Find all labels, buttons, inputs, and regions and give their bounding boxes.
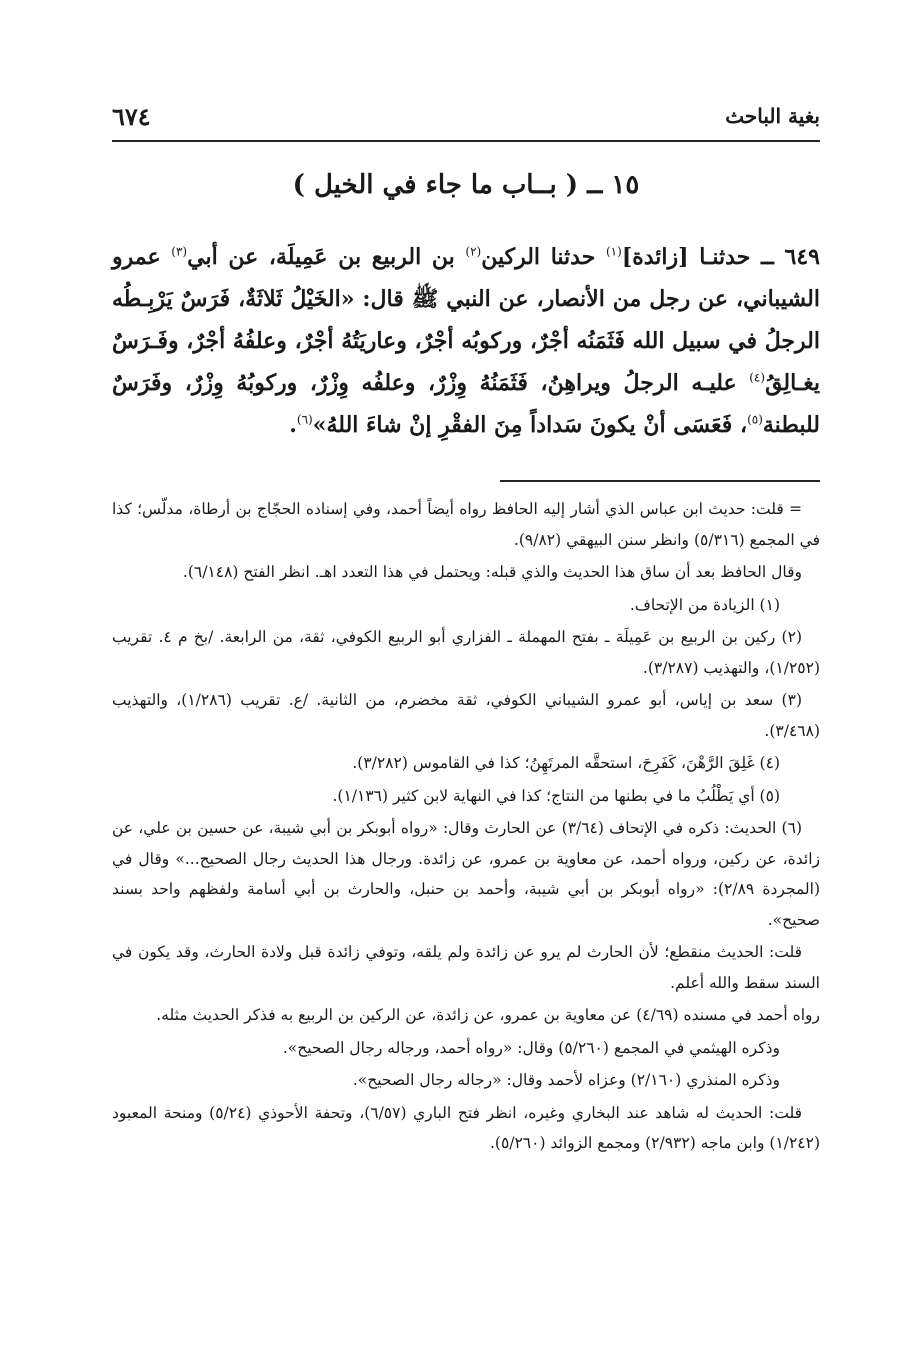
footnote-paragraph: وذكره المنذري (٢/١٦٠) وعزاه لأحمد وقال: «رجاله رجال الصحيح». — [352, 1071, 780, 1089]
footnote-6: (٦) الحديث: ذكره في الإتحاف (٣/٦٤) عن الحارث وقال: «رواه أبوبكر بن أبي شيبة، عن حسين بن علي، عن زائدة، عن ركين، ورواه أحمد، عن معاوية بن عمرو، عن زائدة. ورجال هذا الحديث رجال الصحيح...» وقال في (المجردة ٢/٨٩): «رواه أبوبكر بن أبي شيبة، وأحمد بن حنبل، والحارث بن أبي أسامة ولفظهم واحد بسند صحيح». — [112, 819, 820, 929]
running-title: بغية الباحث — [725, 104, 820, 128]
footnote-paragraph: قلت: الحديث منقطع؛ لأن الحارث لم يرو عن زائدة ولم يلقه، وتوفي زائدة قبل ولادة الحارث، وقد يكون في السند سقط والله أعلم. — [112, 943, 820, 992]
matn-segment: الخَيْلُ ثَلاثَةٌ، فَرَسٌ يَرْبِـطُه الرجلُ في سبيل الله فَثَمَنُه أجْرٌ، وركوبُه أجْرٌ، وعاريَتُهُ أجْرٌ، وعلفُهُ أجْرٌ، وفَـرَسٌ يغـالِقُ — [112, 286, 820, 396]
footnote-1: (١) الزيادة من الإتحاف. — [629, 595, 780, 614]
quote-close: » — [312, 412, 327, 438]
footnote-3: (٣) سعد بن إياس، أبو عمرو الشيباني الكوفي، ثقة مخضرم، من الثانية. /ع. تقريب (١/٢٨٦)، والتهذيب (٣/٤٦٨). — [112, 691, 820, 740]
matn-segment: ، فَعَسَى أنْ يكونَ سَداداً مِنَ الفقْرِ إنْ شاءَ اللهُ — [326, 412, 748, 438]
footnote-2: (٢) ركين بن الربيع بن عَمِيلَة ـ بفتح المهملة ـ الفزاري أبو الربيع الكوفي، ثقة، من الرابعة. /بخ م ٤. تقريب (١/٢٥٢)، والتهذيب (٣/٢٨٧). — [112, 628, 820, 677]
footnotes — [112, 494, 820, 1161]
hadith-text — [112, 236, 820, 446]
footnote-5: (٥) أي يَطْلُبُ ما في بطنها من النتاج؛ كذا في النهاية لابن كثير (١/١٣٦). — [332, 786, 780, 805]
footnote-paragraph: رواه أحمد في مسنده (٤/٦٩) عن معاوية بن عمرو، عن زائدة، عن الركين بن الربيع به فذكر الحديث مثله. — [156, 1006, 820, 1024]
footnote-paragraph: = قلت: حديث ابن عباس الذي أشار إليه الحافظ رواه أيضاً أحمد، وفي إسناده الحجّاج بن أرطاة، مدلّس؛ كذا في المجمع (٥/٣١٦) وانظر سنن البيهقي (٩/٨٢). — [112, 500, 820, 549]
hadith-number: ٦٤٩ ــ — [760, 244, 820, 270]
footnote-ref[interactable]: (٥) — [747, 412, 763, 427]
footnote-4: (٤) غَلِقَ الرَّهْنَ، كَفَرِحَ، استحقَّه المرتَهِنُ؛ كذا في القاموس (٣/٢٨٢). — [352, 754, 780, 772]
footnote-ref[interactable]: (٣) — [171, 244, 188, 259]
footnote-separator — [500, 480, 820, 482]
isnad-segment: بن الربيع بن عَمِيلَة، عن أبي — [187, 244, 466, 270]
sentence-end: . — [289, 412, 297, 438]
matn-segment: عليـه الرجلُ ويراهِنُ، فَثَمَنُهُ وِزْرٌ، وعلفُه وِزْرٌ، وركوبُهُ وِزْرٌ، وفَرَسٌ للبطنة — [112, 370, 820, 438]
footnote-ref[interactable]: (٤) — [749, 370, 766, 385]
footnote-paragraph: قلت: الحديث له شاهد عند البخاري وغيره، انظر فتح الباري (٦/٥٧)، وتحفة الأحوذي (٥/٢٤) ومنحة المعبود (١/٢٤٢) وابن ماجه (٢/٩٣٢) ومجمع الزوائد (٥/٢٦٠). — [112, 1103, 820, 1152]
page-header — [112, 96, 820, 142]
isnad-segment: حدثنا الركين — [481, 244, 606, 270]
footnote-ref[interactable]: (٢) — [465, 244, 482, 259]
footnote-paragraph: وقال الحافظ بعد أن ساق هذا الحديث والذي قبله: ويحتمل في هذا التعدد اهـ. انظر الفتح (٦/١٤٨). — [182, 563, 802, 581]
isnad-segment: حدثنـا [زائدة] — [621, 244, 761, 270]
chapter-title: ١٥ ــ ( بــاب ما جاء في الخيل ) — [292, 170, 640, 200]
footnote-paragraph: وذكره الهيثمي في المجمع (٥/٢٦٠) وقال: «رواه أحمد، ورجاله رجال الصحيح». — [282, 1038, 780, 1057]
page-number: ٦٧٤ — [112, 102, 151, 131]
footnote-ref[interactable]: (١) — [605, 244, 622, 259]
footnote-ref[interactable]: (٦) — [296, 412, 313, 427]
isnad-segment: عمرو الشيباني، عن رجل من الأنصار، عن النبي ﷺ قال: « — [112, 244, 820, 312]
